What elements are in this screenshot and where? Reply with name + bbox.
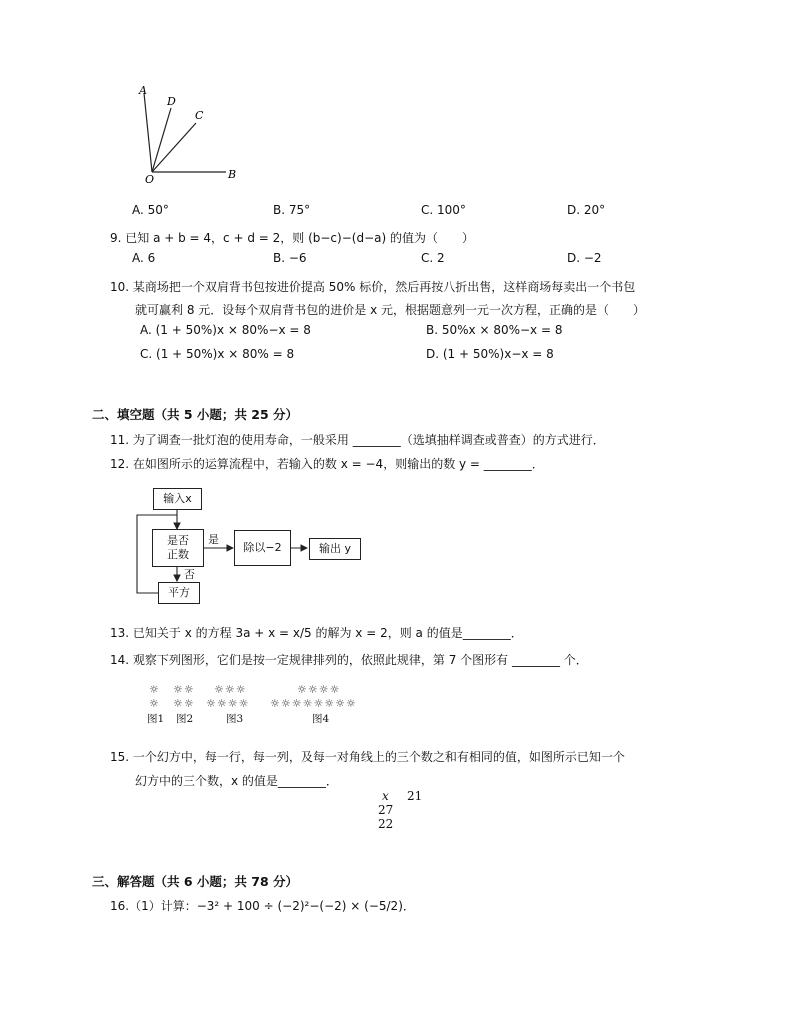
q9-option-a: A. 6 — [132, 251, 156, 265]
pattern-fig2-top-suns: ☼☼ — [173, 683, 195, 696]
q9-option-d: D. −2 — [567, 251, 602, 265]
pattern-caption-1: 图1 — [147, 713, 165, 725]
q8-option-d: D. 20° — [567, 203, 606, 217]
section-heading-fill-in: 二、填空题（共 5 小题；共 25 分） — [92, 407, 299, 422]
pattern-fig4-top-suns: ☼☼☼☼ — [297, 683, 341, 696]
q10-option-c: C. (1 + 50%)x × 80% = 8 — [140, 347, 295, 361]
magic-square-cell-21: 21 — [407, 789, 423, 803]
pattern-fig1-top-suns: ☼ — [149, 683, 160, 696]
point-label-b: B — [228, 168, 237, 181]
flow-square-box: 平方 — [158, 582, 200, 604]
q10-option-b: B. 50%x × 80%−x = 8 — [426, 323, 563, 337]
magic-square-cell-22: 22 — [378, 817, 394, 831]
flow-decision-box — [152, 529, 204, 567]
q16-stem: 16.（1）计算：−3² + 100 ÷ (−2)²−(−2) × (−5/2)． — [110, 899, 415, 913]
q15-stem-line2: 幻方中的三个数，x 的值是________． — [135, 774, 338, 788]
q13-stem: 13. 已知关于 x 的方程 3a + x = x/5 的解为 x = 2，则 a 的值是________． — [110, 626, 523, 640]
pattern-fig4-bottom-suns: ☼☼☼☼☼☼☼☼ — [270, 697, 357, 710]
point-label-o: O — [145, 173, 155, 186]
magic-square-cell-27: 27 — [378, 803, 394, 817]
flow-divide-box: 除以−2 — [234, 530, 291, 566]
magic-square-cell-x: x — [382, 789, 389, 803]
q9-option-b: B. −6 — [273, 251, 307, 265]
q15-stem-line1: 15. 一个幻方中，每一行，每一列，及每一对角线上的三个数之和有相同的值，如图所示已知一个 — [110, 750, 625, 764]
q8-option-c: C. 100° — [421, 203, 466, 217]
pattern-fig2-bottom-suns: ☼☼ — [173, 697, 195, 710]
q10-option-d: D. (1 + 50%)x−x = 8 — [426, 347, 554, 361]
flow-decision-line1: 是否 — [167, 534, 189, 547]
point-label-d: D — [167, 95, 176, 108]
q12-stem: 12. 在如图所示的运算流程中，若输入的数 x = −4，则输出的数 y = ________． — [110, 457, 544, 471]
q9-stem: 9. 已知 a + b = 4，c + d = 2，则 (b−c)−(d−a) 的值为（ ） — [110, 231, 474, 245]
flow-output-box: 输出 y — [309, 538, 361, 560]
pattern-fig1-bottom-suns: ☼ — [149, 697, 160, 710]
pattern-caption-3: 图3 — [226, 713, 244, 725]
pattern-fig3-top-suns: ☼☼☼ — [214, 683, 247, 696]
point-label-a: A — [139, 84, 147, 97]
section-heading-solutions: 三、解答题（共 6 小题；共 78 分） — [92, 874, 299, 889]
angle-figure — [128, 80, 248, 190]
q11-stem: 11. 为了调查一批灯泡的使用寿命，一般采用 ________（选填抽样调查或普查）的方式进行． — [110, 433, 605, 447]
q10-stem-line1: 10. 某商场把一个双肩背书包按进价提高 50% 标价，然后再按八折出售，这样商场每卖出一个书包 — [110, 280, 636, 294]
point-label-c: C — [195, 109, 204, 122]
flow-yes-label: 是 — [208, 533, 219, 546]
pattern-fig3-bottom-suns: ☼☼☼☼ — [206, 697, 250, 710]
pattern-caption-4: 图4 — [312, 713, 330, 725]
q10-stem-line2: 就可赢利 8 元．设每个双肩背书包的进价是 x 元，根据题意列一元一次方程，正确的是（ ） — [135, 303, 645, 317]
pattern-caption-2: 图2 — [176, 713, 194, 725]
flow-decision-line2: 正数 — [167, 548, 189, 561]
flow-input-box: 输入x — [153, 488, 202, 510]
flow-no-label: 否 — [184, 568, 195, 581]
q8-option-b: B. 75° — [273, 203, 311, 217]
q10-option-a: A. (1 + 50%)x × 80%−x = 8 — [140, 323, 311, 337]
q8-option-a: A. 50° — [132, 203, 169, 217]
q14-stem: 14. 观察下列图形，它们是按一定规律排列的，依照此规律，第 7 个图形有 ________ 个． — [110, 653, 588, 667]
q9-option-c: C. 2 — [421, 251, 445, 265]
